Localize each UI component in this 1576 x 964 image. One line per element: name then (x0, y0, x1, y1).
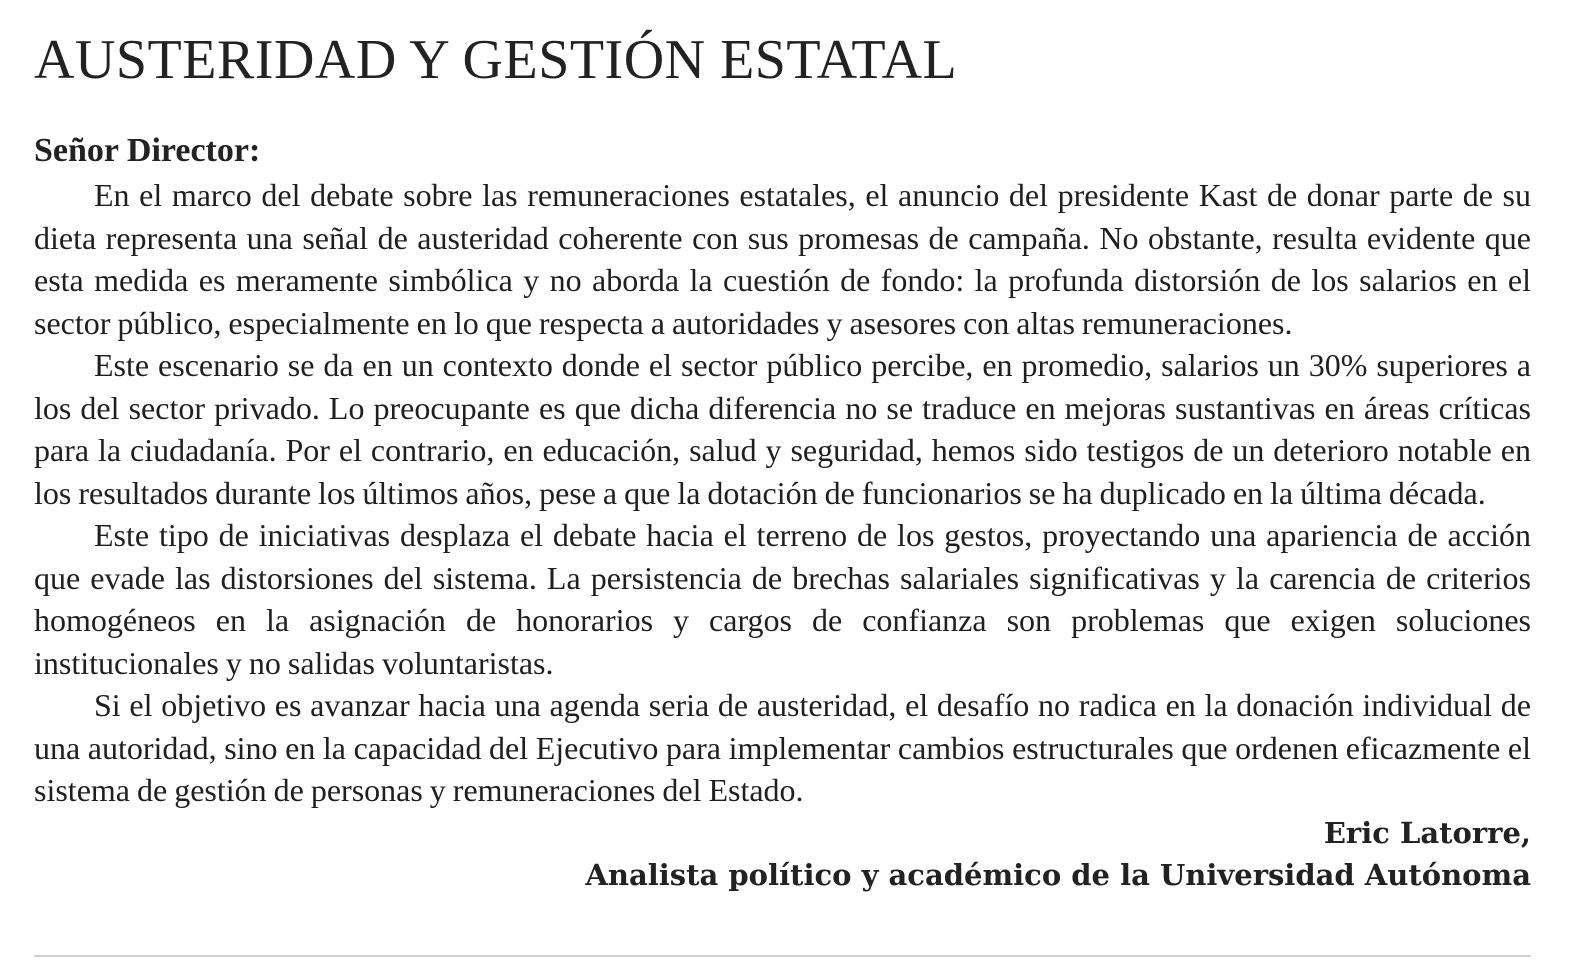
headline: AUSTERIDAD Y GESTIÓN ESTATAL (34, 29, 958, 91)
paragraph-4: Si el objetivo es avanzar hacia una agenda seria de austeridad, el desafío no radica en la donación individual de una autoridad, sino en la capacidad del Ejecutivo para implementar cambios estructurales que ordenen eficazmente el sistema de gestión de personas y remuneraciones del Estado. (34, 687, 1531, 808)
paragraph-1: En el marco del debate sobre las remuneraciones estatales, el anuncio del presidente Kast de donar parte de su dieta representa una señal de austeridad coherente con sus promesas de campaña. No obstante, resulta evidente que esta medida es meramente simbólica y no aborda la cuestión de fondo: la profunda distorsión de los salarios en el sector público, especialmente en lo que respecta a autoridades y asesores con altas remuneraciones. (34, 177, 1531, 341)
letter-body (34, 174, 1531, 812)
letter-article (34, 22, 1531, 896)
salutation: Señor Director: (34, 132, 261, 169)
author-title: Analista político y académico de la Universidad Autónoma (585, 857, 1531, 892)
paragraph-3: Este tipo de iniciativas desplaza el debate hacia el terreno de los gestos, proyectando una apariencia de acción que evade las distorsiones del sistema. La persistencia de brechas salariales significativas y la carencia de criterios homogéneos en la asignación de honorarios y cargos de confianza son problemas que exigen soluciones institucionales y no salidas voluntaristas. (34, 517, 1531, 681)
bottom-divider (34, 955, 1531, 957)
author-name: Eric Latorre, (1323, 815, 1531, 850)
signature-block (34, 812, 1531, 896)
paragraph-2: Este escenario se da en un contexto donde el sector público percibe, en promedio, salarios un 30% superiores a los del sector privado. Lo preocupante es que dicha diferencia no se traduce en mejoras sustantivas en áreas críticas para la ciudadanía. Por el contrario, en educación, salud y seguridad, hemos sido testigos de un deterioro notable en los resultados durante los últimos años, pese a que la dotación de funcionarios se ha duplicado en la última década. (34, 347, 1531, 511)
